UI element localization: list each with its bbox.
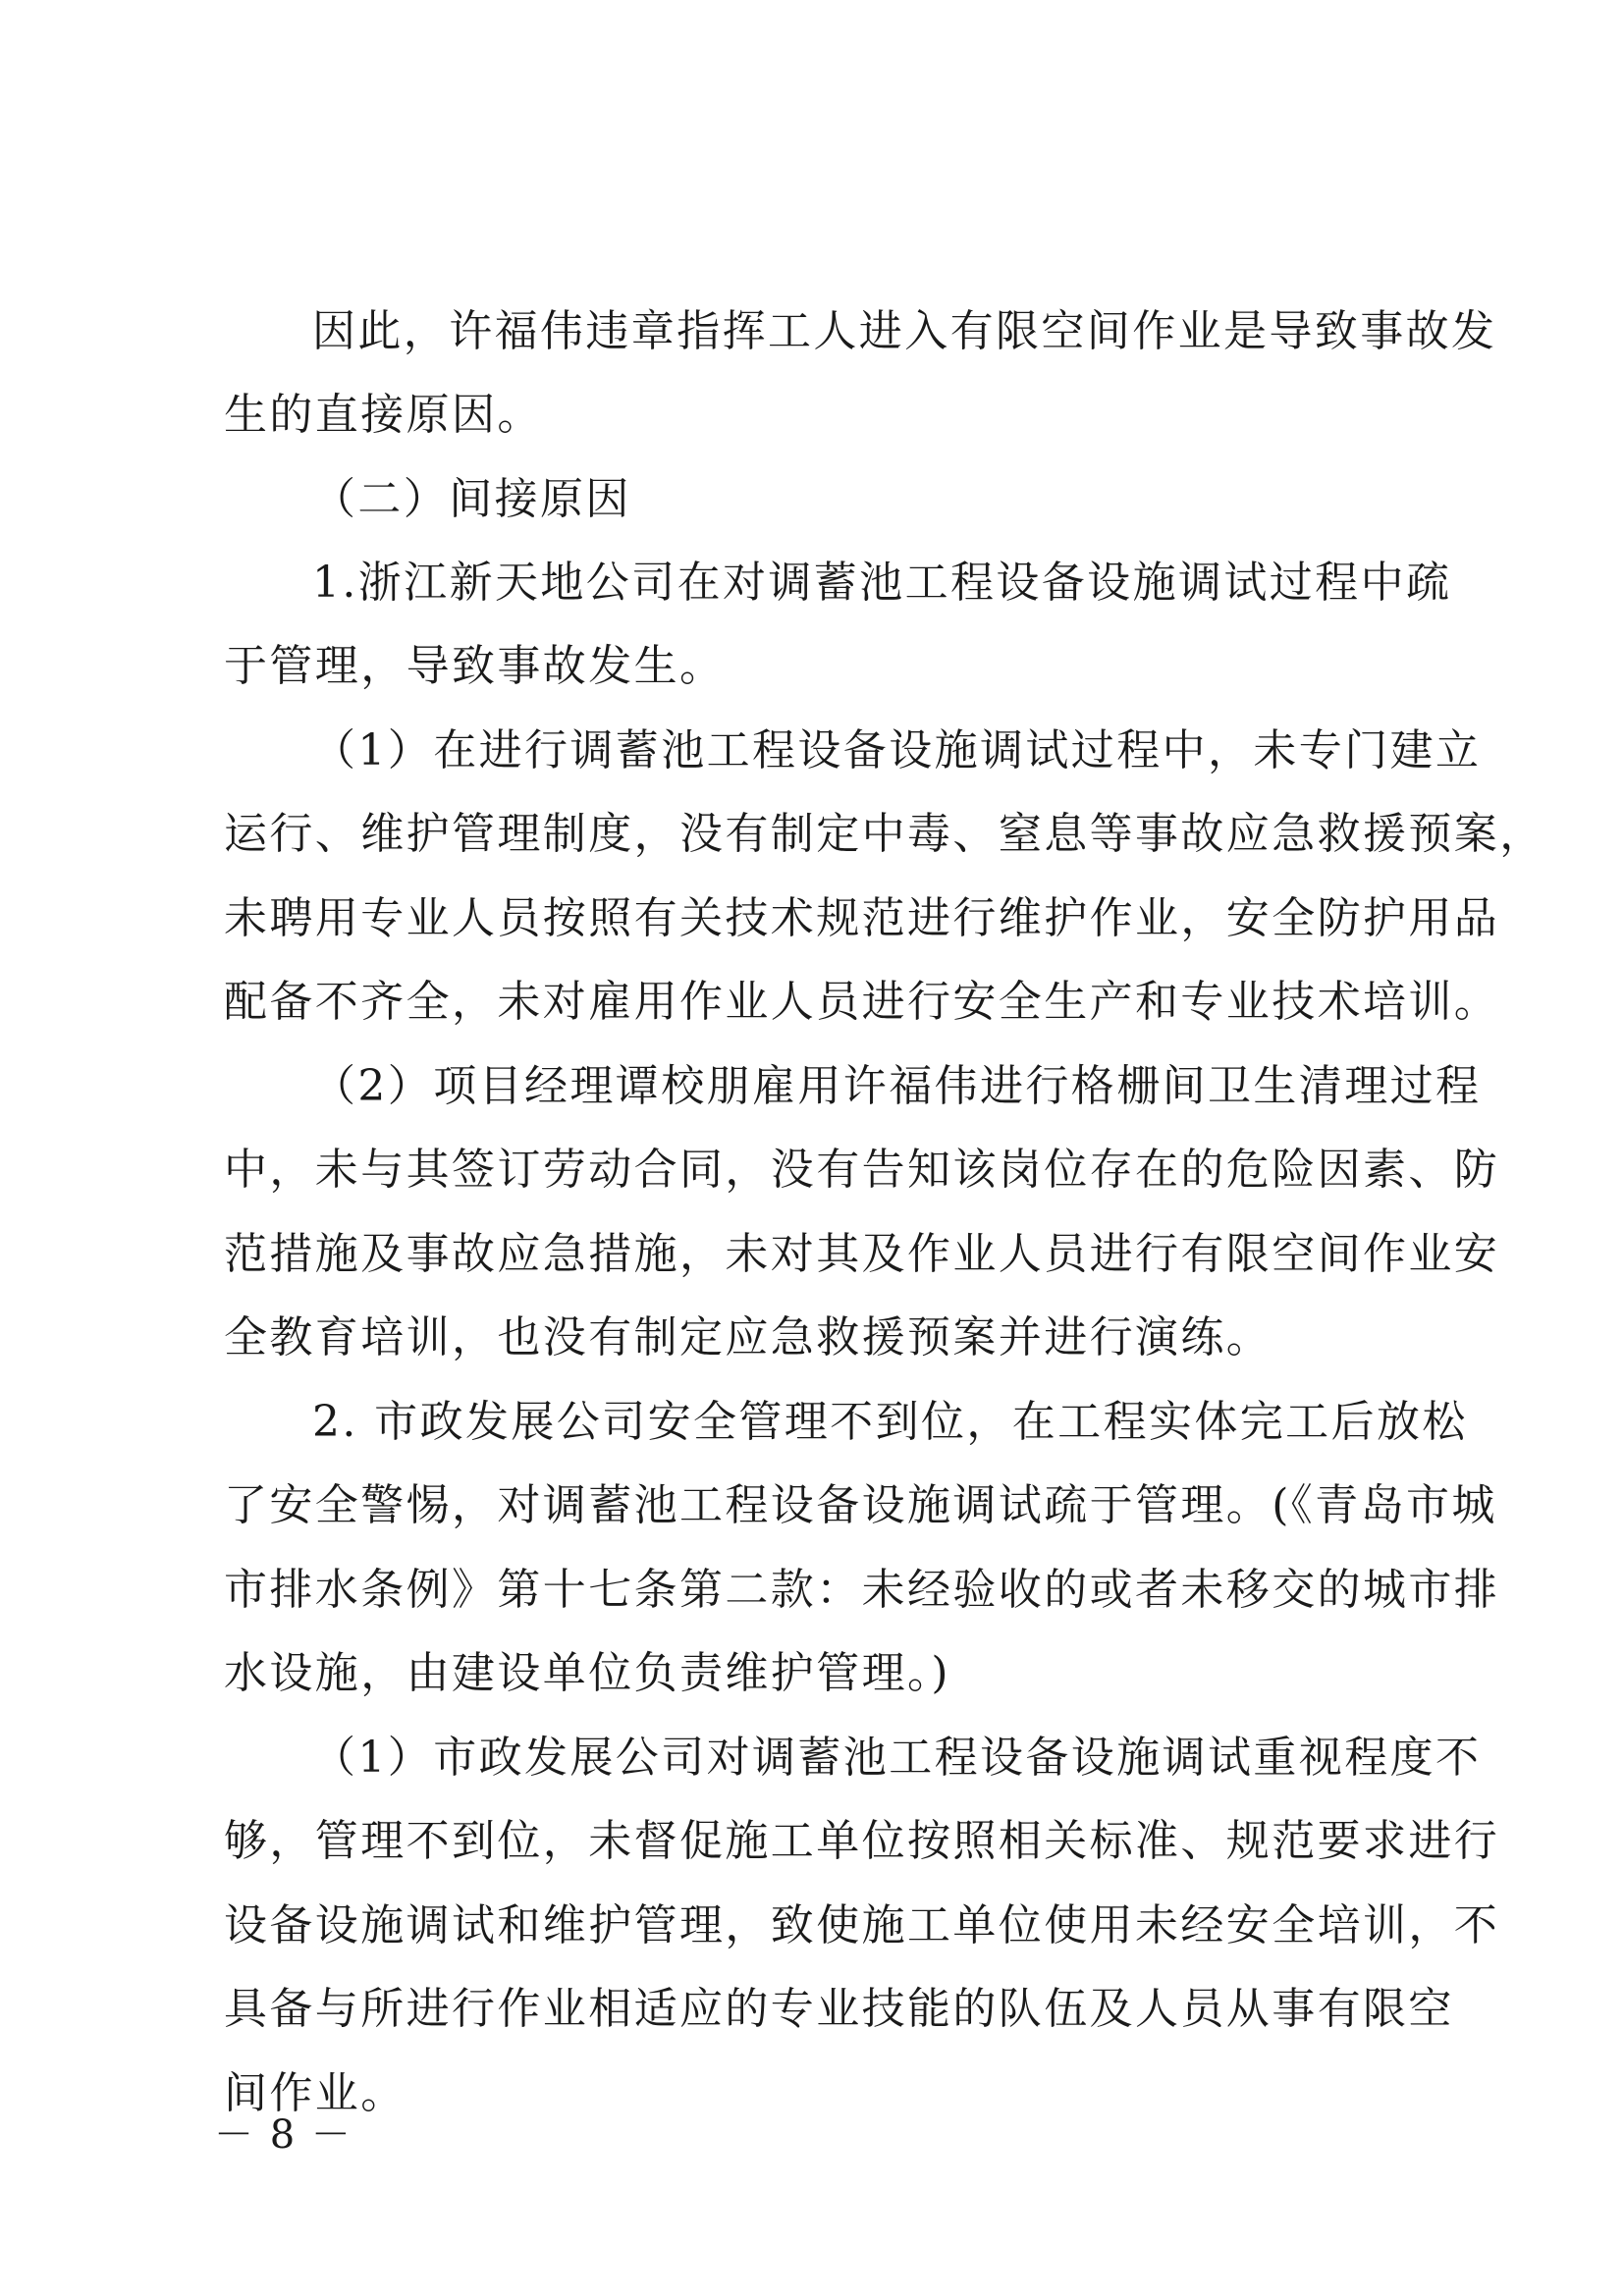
body-text-line: 2. 市政发展公司安全管理不到位，在工程实体完工后放松 [312, 1397, 1468, 1447]
body-text-line: 市排水条例》第十七条第二款：未经验收的或者未移交的城市排 [224, 1565, 1500, 1615]
body-text-line: 未聘用专业人员按照有关技术规范进行维护作业，安全防护用品 [224, 893, 1500, 943]
body-text-line: 具备与所进行作业相适应的专业技能的队伍及人员从事有限空 [224, 1984, 1454, 2034]
body-text-line: 水设施，由建设单位负责维护管理。) [224, 1648, 950, 1698]
body-text-line: （1）在进行调蓄池工程设备设施调试过程中，未专门建立 [312, 725, 1482, 775]
body-text-line: 间作业。 [224, 2068, 406, 2118]
body-text-line: 了安全警惕，对调蓄池工程设备设施调试疏于管理。(《青岛市城 [224, 1480, 1497, 1530]
body-text-line: 运行、维护管理制度，没有制定中毒、窒息等事故应急救援预案， [224, 809, 1545, 859]
body-text-line: （1）市政发展公司对调蓄池工程设备设施调试重视程度不 [312, 1733, 1482, 1783]
body-text-line: 够，管理不到位，未督促施工单位按照相关标准、规范要求进行 [224, 1816, 1500, 1866]
body-text-line: （2）项目经理谭校朋雇用许福伟进行格栅间卫生清理过程 [312, 1061, 1482, 1111]
body-text-line: 1.浙江新天地公司在对调蓄池工程设备设施调试过程中疏 [312, 558, 1452, 608]
body-text-line: 于管理，导致事故发生。 [224, 641, 726, 691]
body-text-line: 设备设施调试和维护管理，致使施工单位使用未经安全培训，不 [224, 1900, 1500, 1950]
body-text-line: 配备不齐全，未对雇用作业人员进行安全生产和专业技术培训。 [224, 977, 1500, 1027]
body-text-line: 全教育培训，也没有制定应急救援预案并进行演练。 [224, 1312, 1272, 1362]
body-text-line: 因此，许福伟违章指挥工人进入有限空间作业是导致事故发 [312, 306, 1497, 356]
body-text-line: 生的直接原因。 [224, 390, 543, 440]
body-text-line: 范措施及事故应急措施，未对其及作业人员进行有限空间作业安 [224, 1229, 1500, 1279]
body-text-line: 中，未与其签订劳动合同，没有告知该岗位存在的危险因素、防 [224, 1145, 1500, 1195]
section-heading: （二）间接原因 [312, 474, 631, 524]
page-number: － 8 － [214, 2112, 352, 2158]
